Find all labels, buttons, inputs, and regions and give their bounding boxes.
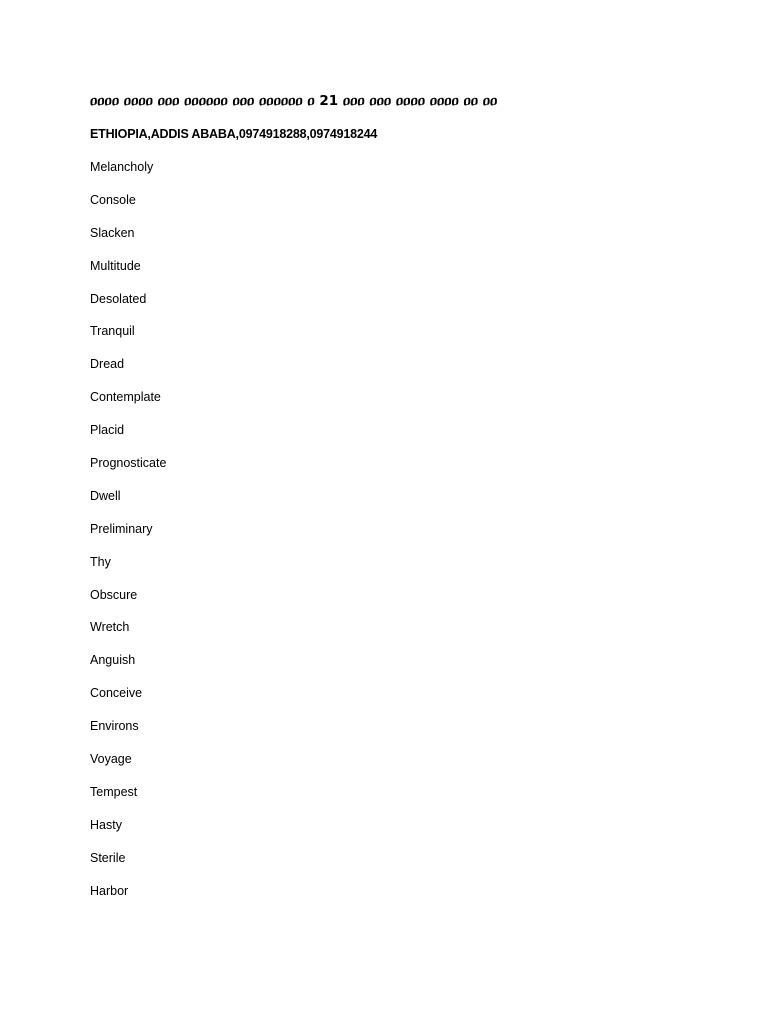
list-item: Anguish: [90, 653, 136, 668]
list-item: Tranquil: [90, 324, 135, 339]
document-heading: ዐዐዐዐ ዐዐዐዐ ዐዐዐ ዐዐዐዐዐዐ ዐዐዐ ዐዐዐዐዐዐ ዐ 21 ዐዐዐ ዐዐዐ ዐዐዐዐ ዐዐዐዐ ዐዐ ዐዐ: [90, 93, 498, 109]
list-item: Console: [90, 192, 136, 207]
list-item: Voyage: [90, 752, 132, 767]
list-item: Dwell: [90, 488, 121, 503]
list-item: Multitude: [90, 258, 141, 273]
list-item: Thy: [90, 554, 111, 569]
list-item: Preliminary: [90, 521, 153, 536]
list-item: Placid: [90, 423, 125, 438]
list-item: Sterile: [90, 850, 126, 865]
list-item: Tempest: [90, 784, 138, 799]
list-item: Obscure: [90, 587, 138, 602]
list-item: Dread: [90, 357, 125, 372]
vocabulary-word-list: [90, 156, 710, 902]
list-item: Desolated: [90, 291, 147, 306]
list-item: Melancholy: [90, 160, 154, 174]
list-item: Environs: [90, 719, 139, 734]
list-item: Harbor: [90, 883, 129, 898]
list-item: Hasty: [90, 817, 122, 832]
list-item: Slacken: [90, 225, 135, 240]
list-item: Conceive: [90, 686, 143, 701]
list-item: Contemplate: [90, 390, 161, 405]
list-item: Prognosticate: [90, 456, 167, 471]
document-body: [90, 90, 710, 912]
contact-address-line: ETHIOPIA,ADDIS ABABA,0974918288,0974918244: [90, 127, 378, 141]
list-item: Wretch: [90, 620, 130, 635]
